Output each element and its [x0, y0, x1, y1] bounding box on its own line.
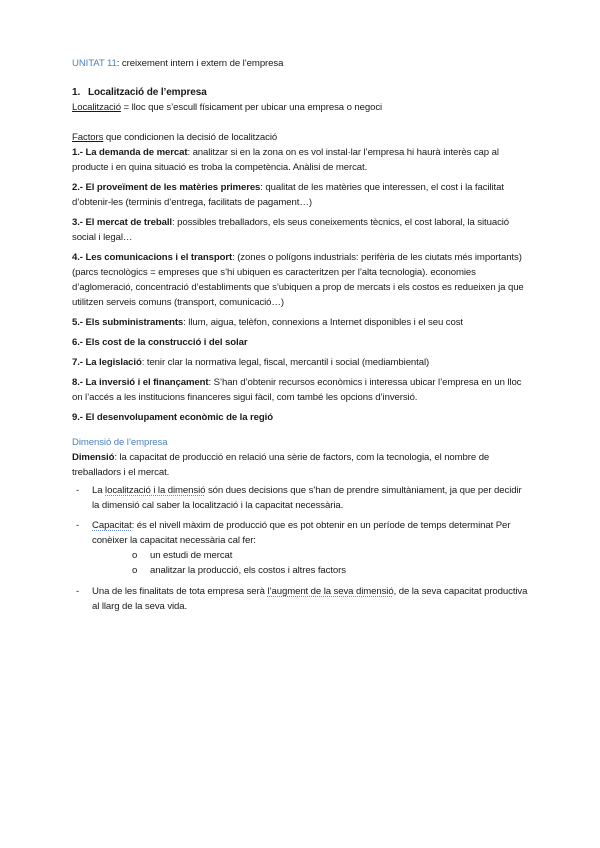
factors-heading-text: que condicionen la decisió de localització: [103, 132, 278, 143]
localitzacio-definition: [72, 100, 528, 115]
sub-item: [92, 563, 528, 578]
factor-item: [72, 145, 528, 175]
factor-item: [72, 315, 528, 330]
factor-label: 2.- El proveïment de les matèries primeres: [72, 182, 261, 193]
unit-number: UNITAT 11: [72, 58, 117, 69]
factor-text: : llum, aigua, telèfon, connexions a Internet disponibles i el seu cost: [183, 317, 463, 328]
bullet-text: , de la seva capacitat productiva al llarg de la seva vida.: [92, 586, 528, 612]
bullet-text: són dues decisions que s’han de prendre simultàniament, ja que per decidir la dimensió cal saber la localització i la capacitat necessària.: [92, 485, 522, 511]
factor-label: 7.- La legislació: [72, 357, 142, 368]
factor-text: : analitzar si en la zona on es vol instal·lar l’empresa hi haurà interès cap al producte i en quina situació es troba la competència. Anàlisi de mercat.: [72, 147, 499, 173]
factor-label: 8.- La inversió i el finançament: [72, 377, 209, 388]
document-content: [72, 56, 528, 619]
factor-label: 4.- Les comunicacions i el transport: [72, 252, 233, 263]
section-heading-localitzacio: [72, 85, 528, 100]
dimension-bullet-2: [72, 518, 528, 578]
factor-item: [72, 215, 528, 245]
factor-label: 1.- La demanda de mercat: [72, 147, 188, 158]
sub-item: [92, 548, 528, 563]
dimension-definition-text: : la capacitat de producció en relació una sèrie de factors, com la tecnologia, el nombre de treballadors i el mercat.: [72, 452, 490, 478]
dimension-bullet-3: [72, 584, 528, 614]
factor-item: [72, 355, 528, 370]
factor-text: : S’han d’obtenir recursos econòmics i interessa ubicar l’empresa en un lloc on l’accés a les institucions financeres sigui fàcil, com també les opcions d’inversió.: [72, 377, 522, 403]
dash-marker: -: [76, 485, 80, 496]
dimension-heading: Dimensió de l’empresa: [72, 437, 168, 448]
bullet-text: : és el nivell màxim de producció que es pot obtenir en un període de temps determinat Per conèixer la capacitat necessària cal fer:: [92, 520, 511, 546]
section-number: 1.: [72, 87, 81, 98]
unit-title: : creixement intern i extern de l’empresa: [116, 58, 284, 69]
section-title: Localització de l’empresa: [88, 87, 207, 98]
sub-item-text: un estudi de mercat: [150, 550, 233, 561]
factors-heading-term: Factors: [72, 132, 104, 143]
factor-label: 6.- Els cost de la construcció i del solar: [72, 337, 248, 348]
bullet-text: La: [92, 485, 106, 496]
dimension-bullet-1: [72, 483, 528, 513]
bullet-underlined-text: l’augment de la seva dimensió: [267, 586, 394, 597]
factor-label: 9.- El desenvolupament econòmic de la regió: [72, 412, 273, 423]
factor-label: 3.- El mercat de treball: [72, 217, 172, 228]
dash-marker: -: [76, 586, 80, 597]
factor-item: [72, 375, 528, 405]
factor-text: : (zones o polígons industrials: perifèria de les ciutats més importants) (parcs tecnològics = empreses que s’hi ubiquen es caracteritzen per l’alta tecnologia). economies d’aglomeració, concentració d’establiments que s’ubiquen a prop de mercats i els costos es redueixen ja que utilitzen serveis comuns (transport, comunicació…): [72, 252, 524, 308]
dimension-definition: [72, 450, 528, 480]
definition-term: Localització: [72, 102, 121, 113]
dash-marker: -: [76, 520, 80, 531]
definition-text: = lloc que s’escull físicament per ubicar una empresa o negoci: [120, 102, 383, 113]
factor-text: : possibles treballadors, els seus coneixements tècnics, el cost laboral, la situació social i legal…: [72, 217, 510, 243]
sub-item-text: analitzar la producció, els costos i altres factors: [150, 565, 346, 576]
dimension-term: Dimensió: [72, 452, 115, 463]
factor-item: [72, 250, 528, 310]
factor-item: [72, 180, 528, 210]
circle-bullet-icon: o: [132, 550, 138, 561]
unit-header: [72, 56, 528, 71]
factors-heading: [72, 130, 528, 145]
factor-item: [72, 335, 528, 350]
factor-text: : qualitat de les matèries que interessen, el cost i la facilitat d’obtenir-les (terminis d’entrega, facilitats de pagament…): [72, 182, 504, 208]
circle-bullet-icon: o: [132, 565, 138, 576]
bullet-text: Una de les finalitats de tota empresa serà: [92, 586, 268, 597]
factor-list: [72, 145, 528, 425]
bullet-underlined-text: Capacitat: [92, 520, 132, 531]
factor-text: : tenir clar la normativa legal, fiscal, mercantil i social (mediambiental): [141, 357, 430, 368]
factor-label: 5.- Els subministraments: [72, 317, 184, 328]
bullet-underlined-text: localització i la dimensió: [105, 485, 206, 496]
factor-item: [72, 410, 528, 425]
